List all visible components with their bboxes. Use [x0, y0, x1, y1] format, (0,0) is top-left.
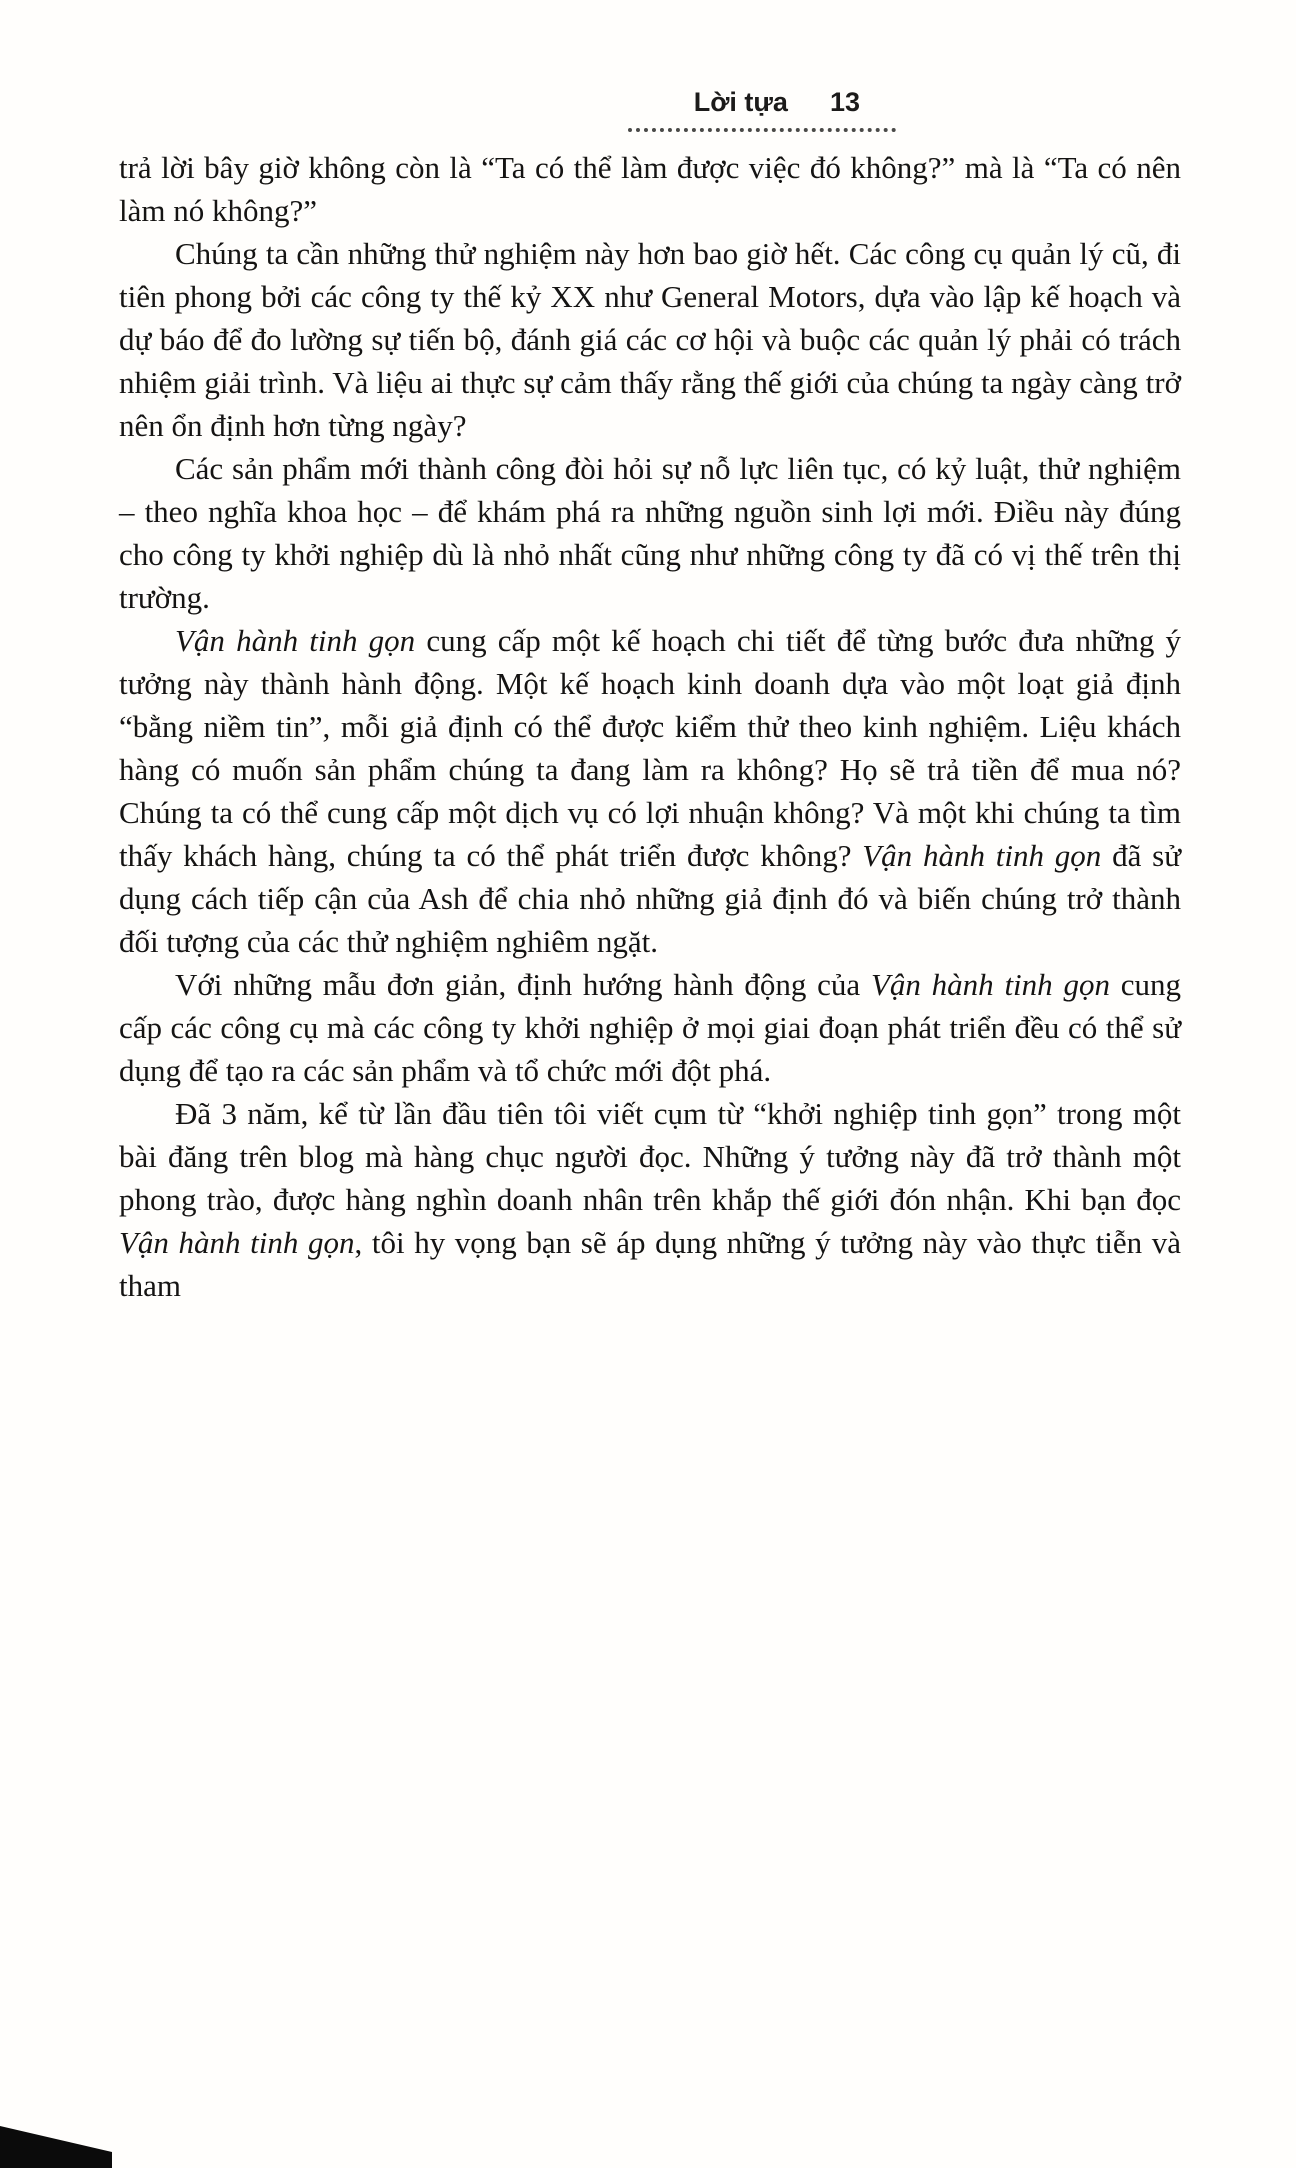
italic-text-segment: Vận hành tinh gọn — [870, 967, 1110, 1002]
paragraph — [119, 1092, 1181, 1307]
text-segment: đã sử dụng cách tiếp cận của Ash để chia nhỏ những giả định đó và biến chúng trở thành đối tượng của các thử nghiệm nghiêm ngặt. — [119, 838, 1182, 959]
page-number: 13 — [829, 87, 860, 117]
italic-text-segment: Vận hành tinh gọn — [175, 623, 416, 658]
body-text — [119, 146, 1181, 1307]
text-segment: cung cấp các công cụ mà các công ty khởi nghiệp ở mọi giai đoạn phát triển đều có thể sử dụng để tạo ra các sản phẩm và tổ chức mới đột phá. — [119, 967, 1181, 1088]
text-segment: trả lời bây giờ không còn là “Ta có thể làm được việc đó không?” mà là “Ta có nên làm nó không?” — [119, 150, 1181, 228]
paragraph — [119, 963, 1181, 1092]
paragraph — [119, 232, 1181, 447]
running-header-row — [628, 88, 896, 118]
text-segment: cung cấp một kế hoạch chi tiết để từng bước đưa những ý tưởng này thành hành động. Một kế hoạch kinh doanh dựa vào một loạt giả định “bằng niềm tin”, mỗi giả định có thể được kiểm thử theo kinh nghiệm. Liệu khách hàng có muốn sản phẩm chúng ta đang làm ra không? Họ sẽ trả tiền để mua nó? Chúng ta có thể cung cấp một dịch vụ có lợi nhuận không? Và một khi chúng ta tìm thấy khách hàng, chúng ta có thể phát triển được không? — [119, 623, 1181, 873]
text-segment: Các sản phẩm mới thành công đòi hỏi sự nỗ lực liên tục, có kỷ luật, thử nghiệm – theo nghĩa khoa học – để khám phá ra những nguồn sinh lợi mới. Điều này đúng cho công ty khởi nghiệp dù là nhỏ nhất cũng như những công ty đã có vị thế trên thị trường. — [119, 451, 1181, 615]
italic-text-segment: Vận hành tinh gọn — [119, 1225, 355, 1260]
paragraph — [119, 146, 1181, 232]
running-header — [628, 88, 896, 132]
text-segment: , tôi hy vọng bạn sẽ áp dụng những ý tưởng này vào thực tiễn và tham — [119, 1225, 1181, 1303]
text-segment: Đã 3 năm, kể từ lần đầu tiên tôi viết cụm từ “khởi nghiệp tinh gọn” trong một bài đăng trên blog mà hàng chục người đọc. Những ý tưởng này đã trở thành một phong trào, được hàng nghìn doanh nhân trên khắp thế giới đón nhận. Khi bạn đọc — [119, 1096, 1181, 1217]
text-segment: Chúng ta cần những thử nghiệm này hơn bao giờ hết. Các công cụ quản lý cũ, đi tiên phong bởi các công ty thế kỷ XX như General Motors, dựa vào lập kế hoạch và dự báo để đo lường sự tiến bộ, đánh giá các cơ hội và buộc các quản lý phải có trách nhiệm giải trình. Và liệu ai thực sự cảm thấy rằng thế giới của chúng ta ngày càng trở nên ổn định hơn từng ngày? — [119, 236, 1181, 443]
text-segment: Với những mẫu đơn giản, định hướng hành động của — [175, 967, 871, 1002]
italic-text-segment: Vận hành tinh gọn — [862, 838, 1102, 873]
scan-artifact — [0, 2126, 112, 2168]
chapter-title: Lời tựa — [693, 87, 788, 117]
paragraph — [119, 447, 1181, 619]
paragraph — [119, 619, 1181, 963]
header-dotted-rule — [628, 128, 896, 132]
